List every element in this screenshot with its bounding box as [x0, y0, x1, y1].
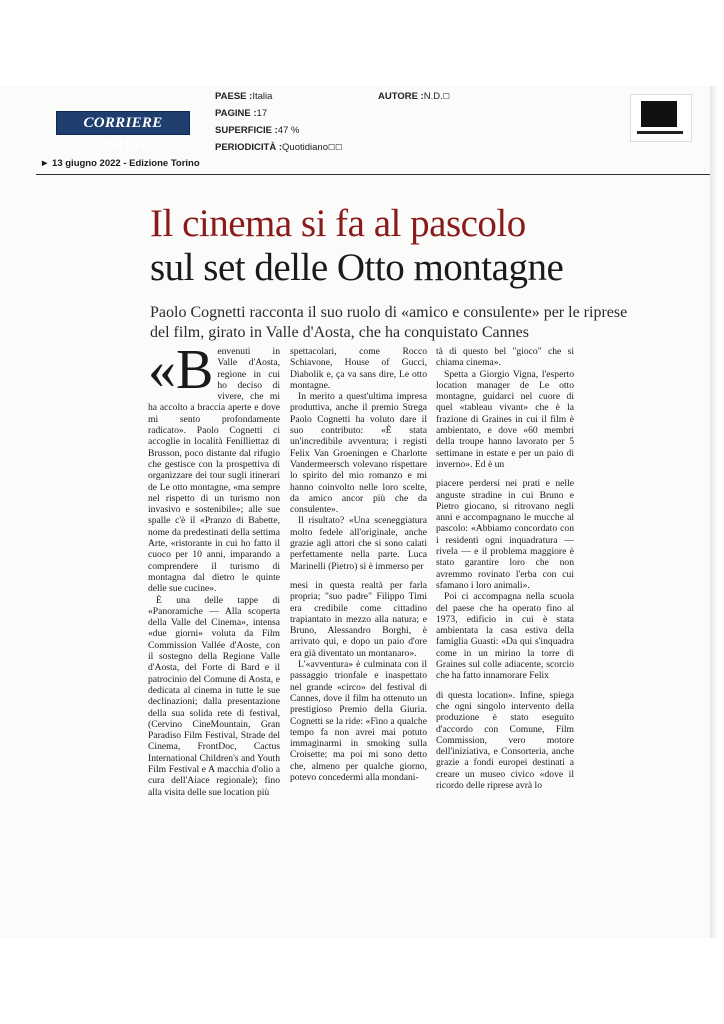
paragraph: spettacolari, come Rocco Schiavone, House of Gucci, Diabolik e, ça va sans dire, Le otto montagne. [290, 346, 427, 391]
meta-superficie [215, 125, 299, 136]
meta-autore [378, 91, 450, 102]
meta-paese [215, 91, 272, 102]
column-gap [436, 470, 574, 478]
box-glyph-icon: ☐☐ [327, 143, 343, 152]
headline-line-2: sul set delle Otto montagne [150, 246, 564, 289]
paragraph: Poi ci accompagna nella scuola del paese che ha operato fino al 1973, edificio in cui è stata ambientata la casa estiva della famiglia Guasti: «Da qui s'inquadra come in un mirino la torre di Graines sul colle adiacente, scorcio che ha fatto innamorare Felix [436, 591, 574, 682]
drop-cap: «B [148, 339, 214, 401]
article-column-3 [436, 346, 574, 791]
edition-date: ► 13 giugno 2022 - Edizione Torino [40, 158, 200, 169]
thumbnail-image-block [641, 101, 677, 127]
page-edge-shadow [710, 86, 718, 938]
article-subtitle: Paolo Cognetti racconta il suo ruolo di «amico e consulente» per le riprese del film, girato in Valle d'Aosta, che ha conquistato Cannes [150, 304, 628, 341]
meta-superficie-value: 47 % [277, 125, 300, 136]
paragraph: mesi in questa realtà per farla propria; "suo padre" Filippo Timi era credibile come cittadino trapiantato in mezzo alla natura; e Bruno, Alessandro Borghi, è arrivato qui, e dopo un paio d'ore era già diventato un montanaro». [290, 579, 427, 659]
meta-superficie-label: SUPERFICIE : [215, 125, 278, 136]
meta-periodicita-label: PERIODICITÀ : [215, 142, 283, 153]
meta-autore-label: AUTORE : [378, 91, 424, 102]
article-headline [150, 202, 670, 290]
newspaper-logo: CORRIERE TORINO [56, 111, 190, 135]
paragraph: L'«avventura» è culminata con il passaggio trionfale e inaspettato nel grande «circo» del festival di Cannes, dove il film ha ottenuto un prestigioso Premio della Giuria. Cognetti se la ride: «Fino a qualche tempo fa non avrei mai potuto immaginarmi in smoking sulla Croisette; ma poi mi sono detto che, almeno per qualche giorno, potevo concedermi alla mondani- [290, 659, 427, 783]
paragraph: piacere perdersi nei prati e nelle anguste stradine in cui Bruno e Pietro giocano, si ritrovano negli anni e accompagnano le mucche al pascolo: «Abbiamo concordato con i residenti ogni inquadratura — rivela — e il problema maggiore è stato garantire loro che non avremmo rovinato l'erba con cui sfamano i loro animali». [436, 478, 574, 591]
meta-pagine [215, 108, 267, 119]
paragraph: In merito a quest'ultima impresa produttiva, anche il premio Strega Paolo Cognetti ha voluto dare il suo contributo: «È stata un'incredibile avventura; i registi Felix Van Groeningen e Charlotte Vandermeersch volevano rispettare lo spirito del mio romanzo e mi hanno coinvolto nelle loro scelte, da amico ancor più che da consulente». [290, 391, 427, 516]
paragraph: Spetta a Giorgio Vigna, l'esperto location manager de Le otto montagne, guidarci nel cuore di quel «tableau vivant» che è la frazione di Graines in cui il film è ambientato, e dove «60 membri della troupe hanno lavorato per 5 settimane in estate e per un paio di inverno». Ed è un [436, 368, 574, 470]
box-glyph-icon: ☐ [442, 92, 450, 101]
page-thumbnail-icon [630, 94, 692, 142]
article-column-1 [148, 339, 280, 798]
paragraph: di questa location». Infine, spiega che ogni singolo intervento della produzione è stato eseguito d'accordo con Comune, Film Commission, vero motore dell'iniziativa, e Consorteria, anche grazie a fondi europei destinati a creare un museo civico «dove il ricordo delle riprese avrà lo [436, 689, 574, 791]
meta-paese-value: Italia [252, 91, 273, 102]
column-gap [436, 682, 574, 690]
meta-periodicita-value: Quotidiano [282, 142, 328, 153]
meta-autore-value: N.D. [423, 91, 443, 102]
paragraph: È una delle tappe di «Panoramiche — Alla scoperta della Valle del Cinema», intensa «due giorni» voluta da Film Commission Vallée d'Aoste, con il sostegno della Regione Valle d'Aosta, del Forte di Bard e il patrocinio del Comune di Aosta, e dedicata al cinema in tutte le sue declinazioni; dalla presentazione della sua solida rete di festival, (Cervino CineMountain, Gran Paradiso Film Festival, Strade del Cinema, FrontDoc, Cactus International Children's and Youth Film Festival e A macchia d'olio a cura dell'Aiace regionale); fino alla visita delle sue location più [148, 594, 280, 798]
thumbnail-text-strip [637, 131, 683, 134]
meta-pagine-label: PAGINE : [215, 108, 257, 119]
paragraph: tà di questo bel "gioco" che si chiama cinema». [436, 346, 574, 369]
meta-paese-label: PAESE : [215, 91, 253, 102]
article-column-2 [290, 346, 427, 783]
paragraph: envenuti in Valle d'Aosta, regione in cui ho deciso di vivere, che mi ha accolto a braccia aperte e dove mi sento profondamente radicato». Paolo Cognetti ci accoglie in località Fenilliettaz di Brusson, poco distante dal rifugio che gestisce con la prospettiva di organizzare dei tour sugli itinerari de Le otto montagne, «ma sempre nel rispetto di un turismo non invasivo e sostenibile»; alle sue spalle c'è il «Pranzo di Babette, nome da predestinati della settima Arte, «ristorante in cui ho fatto il cuoco per 10 anni, imparando a comprendere il turismo di montagna dal dietro le quinte delle sue cucine». [148, 346, 280, 595]
column-gap [290, 572, 427, 580]
meta-periodicita [215, 142, 342, 153]
meta-pagine-value: 17 [256, 108, 268, 119]
paragraph: Il risultato? «Una sceneggiatura molto fedele all'originale, anche grazie agli attori che si sono calati perfettamente nella parte. Luca Marinelli (Pietro) si è immerso per [290, 515, 427, 572]
headline-line-1: Il cinema si fa al pascolo [150, 202, 526, 245]
header-divider [36, 174, 710, 175]
